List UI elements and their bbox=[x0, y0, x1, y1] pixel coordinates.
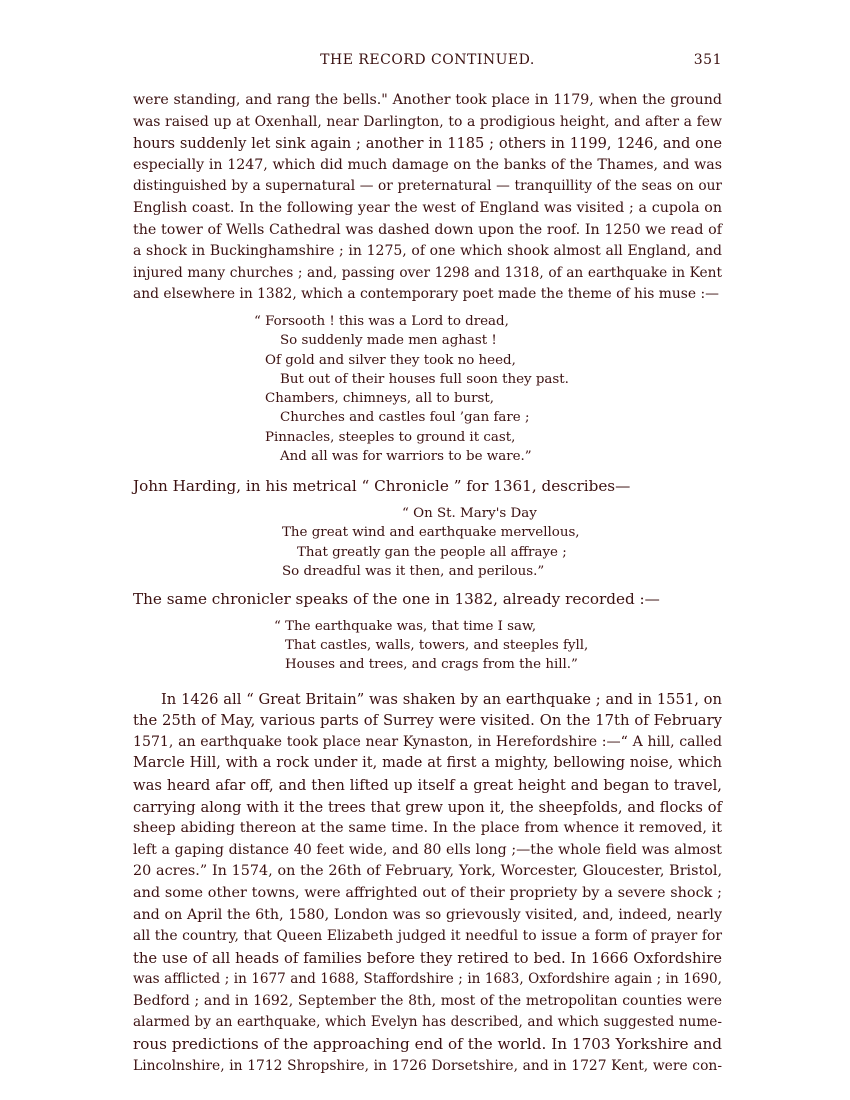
verse-line: “ On St. Mary's Day bbox=[402, 505, 537, 521]
page-number: 351 bbox=[693, 52, 722, 68]
verse-line: And all was for warriors to be ware.” bbox=[280, 449, 532, 465]
text-line: alarmed by an earthquake, which Evelyn has described, and which suggested nume- bbox=[133, 1014, 722, 1031]
text-line: the 25th of May, various parts of Surrey were visited. On the 17th of February bbox=[133, 712, 722, 730]
paragraph-1 bbox=[133, 90, 722, 306]
verse-2 bbox=[133, 504, 722, 581]
text-line: rous predictions of the approaching end of the world. In 1703 Yorkshire and bbox=[133, 1035, 722, 1054]
verse-line: That castles, walls, towers, and steeples fyll, bbox=[285, 637, 589, 653]
text-line: injured many churches ; and, passing over 1298 and 1318, of an earthquake in Kent bbox=[133, 264, 722, 281]
text-line: all the country, that Queen Elizabeth judged it needful to issue a form of prayer for bbox=[133, 928, 722, 945]
verse-1 bbox=[133, 312, 722, 466]
text-line: the use of all heads of families before they retired to bed. In 1666 Oxfordshire bbox=[133, 949, 722, 967]
verse-line: Of gold and silver they took no heed, bbox=[265, 352, 516, 368]
verse-line: Houses and trees, and crags from the hill.” bbox=[285, 657, 578, 673]
text-line: and some other towns, were affrighted out of their propriety by a severe shock ; bbox=[133, 884, 722, 901]
verse-line: Chambers, chimneys, all to burst, bbox=[265, 391, 495, 407]
text-line: hours suddenly let sink again ; another in 1185 ; others in 1199, 1246, and one bbox=[133, 135, 722, 153]
verse-line: Pinnacles, steeples to ground it cast, bbox=[265, 429, 516, 445]
text-line: English coast. In the following year the west of England was visited ; a cupola on bbox=[133, 199, 722, 216]
text-line: and on April the 6th, 1580, London was so grievously visited, and, indeed, nearly bbox=[133, 906, 722, 923]
verse-3 bbox=[133, 617, 722, 675]
text-line: especially in 1247, which did much damage on the banks of the Thames, and was bbox=[133, 156, 722, 173]
verse-line: Churches and castles foul ’gan fare ; bbox=[280, 410, 530, 426]
text-line: was raised up at Oxenhall, near Darlington, to a prodigious height, and after a few bbox=[133, 113, 722, 130]
verse-line: “ Forsooth ! this was a Lord to dread, bbox=[254, 313, 509, 329]
paragraph-2: John Harding, in his metrical “ Chronicle ” for 1361, describes— bbox=[133, 477, 631, 496]
text-line: Marcle Hill, with a rock under it, made at first a mighty, bellowing noise, which bbox=[133, 755, 722, 772]
text-line: the tower of Wells Cathedral was dashed down upon the roof. In 1250 we read of bbox=[133, 221, 722, 238]
text-line: sheep abiding thereon at the same time. In the place from whence it removed, it bbox=[133, 820, 722, 837]
text-line: 1571, an earthquake took place near Kynaston, in Herefordshire :—“ A hill, called bbox=[133, 733, 722, 750]
page-body bbox=[133, 90, 722, 1077]
text-line: a shock in Buckinghamshire ; in 1275, of one which shook almost all England, and bbox=[133, 243, 722, 260]
text-line: was heard afar off, and then lifted up itself a great height and began to travel, bbox=[133, 776, 722, 794]
text-line: and elsewhere in 1382, which a contemporary poet made the theme of his muse :— bbox=[133, 286, 719, 303]
text-line: carrying along with it the trees that grew upon it, the sheepfolds, and flocks of bbox=[133, 798, 722, 816]
text-line: were standing, and rang the bells." Another took place in 1179, when the ground bbox=[133, 92, 722, 108]
verse-line: So suddenly made men aghast ! bbox=[280, 333, 497, 349]
text-line: In 1426 all “ Great Britain” was shaken by an earthquake ; and in 1551, on bbox=[161, 690, 722, 708]
verse-line: But out of their houses full soon they past. bbox=[280, 371, 569, 387]
verse-line: So dreadful was it then, and perilous.” bbox=[282, 563, 545, 579]
text-line: 20 acres.” In 1574, on the 26th of February, York, Worcester, Gloucester, Bristol, bbox=[133, 863, 722, 880]
running-header bbox=[133, 52, 722, 74]
paragraph-3: The same chronicler speaks of the one in 1382, already recorded :— bbox=[133, 590, 660, 609]
verse-line: The great wind and earthquake mervellous, bbox=[282, 525, 580, 541]
text-line: left a gaping distance 40 feet wide, and 80 ells long ;—the whole field was almost bbox=[133, 841, 722, 858]
paragraph-4 bbox=[133, 689, 722, 1078]
verse-line: That greatly gan the people all affraye ; bbox=[297, 544, 567, 560]
verse-line: “ The earthquake was, that time I saw, bbox=[274, 618, 537, 634]
text-line: was afflicted ; in 1677 and 1688, Staffordshire ; in 1683, Oxfordshire again ; in 1690, bbox=[133, 971, 722, 988]
text-line: Lincolnshire, in 1712 Shropshire, in 1726 Dorsetshire, and in 1727 Kent, were con- bbox=[133, 1057, 722, 1074]
running-title: THE RECORD CONTINUED. bbox=[320, 52, 535, 68]
text-line: distinguished by a supernatural — or preternatural — tranquillity of the seas on our bbox=[133, 178, 722, 195]
text-line: Bedford ; and in 1692, September the 8th, most of the metropolitan counties were bbox=[133, 992, 722, 1009]
